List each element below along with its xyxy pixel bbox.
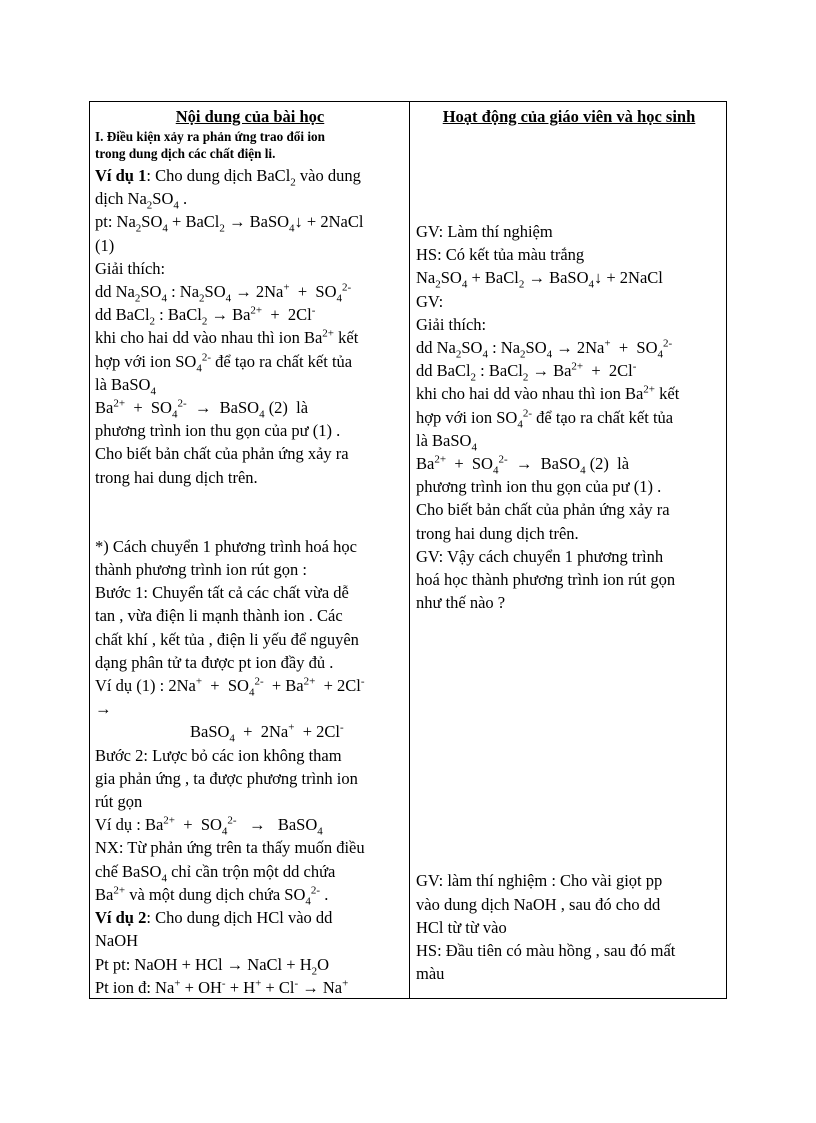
gv-question-3: như thế nào ? (416, 593, 506, 613)
question-right-2: trong hai dung dịch trên. (416, 523, 579, 543)
equation-molecular-right: $Na_2SO_4$ + BaCl$_2$ → BaSO$_4$↓ + 2NaCl (416, 268, 663, 291)
full-ionic-equation: Ví dụ (1) : $2Na^+ + SO_4^{2-} + Ba^{2+} + 2Cl^-$ (95, 675, 365, 699)
method-title-2: thành phương trình ion rút gọn : (95, 560, 307, 580)
right-column-header: Hoạt động của giáo viên và học sinh (442, 107, 696, 126)
full-ionic-products: BaSO$_4$ + 2Na+ + 2Cl- (190, 721, 344, 745)
gv-label: GV: (416, 291, 444, 311)
full-ionic-arrow: → (95, 699, 112, 719)
hs-observation: HS: Có kết tủa màu trắng (416, 245, 585, 265)
explanation-line-3: là BaSO$_4$ (95, 374, 156, 398)
ionic-equation: $Ba^{2+} + SO_4^{2-}$ → BaSO$_4$ (2) là (95, 397, 309, 421)
lesson-table (89, 101, 727, 999)
dissociation-bacl2: dd BaCl$_2$ : BaCl$_2$ → $Ba^{2+} + 2Cl^-$ (95, 304, 316, 328)
explanation-right-2: hợp với ion $SO_4^{2-}$ để tạo ra chất kết tủa (416, 407, 674, 430)
gv-experiment-2-line-3: HCl từ từ vào (416, 917, 507, 937)
net-ionic-example: Ví dụ : $Ba^{2+} + SO_4^{2-}$ → BaSO$_4$ (95, 814, 323, 838)
hs-observation-2-line-2: màu (416, 964, 445, 984)
equation-number: (1) (95, 235, 115, 255)
ionic-equation-desc: phương trình ion thu gọn của pư (1) . (95, 421, 341, 441)
gv-experiment-2-line-2: vào dung dịch NaOH , sau đó cho dd (416, 894, 661, 914)
step-1-line-4: dạng phân tử ta được pt ion đầy đủ . (95, 652, 334, 672)
ionic-equation-desc-right: phương trình ion thu gọn của pư (1) . (416, 477, 662, 497)
explanation-label-right: Giải thích: (416, 314, 487, 334)
example-2-line-2: NaOH (95, 931, 139, 951)
molecular-equation-2: Pt pt: NaOH + HCl → NaCl + $H_2O$ (95, 954, 330, 977)
question-right-1: Cho biết bản chất của phản ứng xảy ra (416, 500, 670, 520)
left-column-header: Nội dung của bài học (175, 107, 325, 126)
question-line-1: Cho biết bản chất của phản ứng xảy ra (95, 444, 349, 464)
remark-line-3: $Ba^{2+}$ và một dung dịch chứa $SO_4^{2-}$ . (95, 884, 329, 908)
remark-line-1: NX: Từ phản ứng trên ta thấy muốn điều (95, 838, 365, 858)
gv-experiment: GV: Làm thí nghiệm (416, 222, 553, 241)
step-2-line-3: rút gọn (95, 792, 143, 812)
hs-observation-2-line-1: HS: Đầu tiên có màu hồng , sau đó mất (416, 941, 676, 961)
question-line-2: trong hai dung dịch trên. (95, 467, 258, 487)
dissociation-na2so4-right: dd $Na_2SO_4$ : $Na_2SO_4 \to 2Na^+ + SO_4^{2-}$ (416, 337, 673, 361)
example-1-line-2: dịch $Na_2SO_4$ . (95, 189, 188, 212)
ionic-equation-right: $Ba^{2+} + SO_4^{2-}$ → BaSO$_4$ (2) là (416, 453, 630, 477)
method-title-1: *) Cách chuyển 1 phương trình hoá học (95, 536, 357, 556)
explanation-right-1: khi cho hai dd vào nhau thì ion $Ba^{2+}$ kết (416, 383, 680, 404)
gv-experiment-2-line-1: GV: làm thí nghiệm : Cho vài giọt pp (416, 871, 663, 891)
step-1-line-1: Bước 1: Chuyển tất cả các chất vừa dễ (95, 583, 349, 603)
example-2-line: Ví dụ 2: Cho dung dịch HCl vào dd (95, 908, 333, 928)
lesson-content-column (90, 102, 410, 998)
remark-line-2: chế BaSO$_4$ chỉ cần trộn một dd chứa (95, 861, 336, 884)
activity-column (410, 102, 726, 998)
dissociation-na2so4: dd $Na_2SO_4$ : $Na_2SO_4 \to 2Na^+ + SO_4^{2-}$ (95, 281, 352, 305)
equation-molecular: pt: $Na_2SO_4$ + BaCl$_2$ → BaSO$_4$↓ + 2NaCl (95, 212, 364, 235)
explanation-right-3: là BaSO$_4$ (416, 430, 477, 454)
step-1-line-3: chất khí , kết tủa , điện li yếu để nguyên (95, 629, 359, 649)
section-title: I. Điều kiện xảy ra phản ứng trao đổi ion trong dung dịch các chất điện li. (95, 129, 325, 161)
gv-question-2: hoá học thành phương trình ion rút gọn (416, 570, 676, 590)
step-2-line-2: gia phản ứng , ta được phương trình ion (95, 768, 358, 788)
step-2-line-1: Bước 2: Lược bỏ các ion không tham (95, 745, 342, 765)
explanation-line-2: hợp với ion $SO_4^{2-}$ để tạo ra chất kết tủa (95, 351, 353, 374)
step-1-line-2: tan , vừa điện li mạnh thành ion . Các (95, 606, 343, 626)
dissociation-bacl2-right: dd BaCl$_2$ : BaCl$_2$ → $Ba^{2+} + 2Cl^-$ (416, 360, 637, 384)
explanation-line-1: khi cho hai dd vào nhau thì ion $Ba^{2+}$ kết (95, 327, 359, 348)
ionic-equation-2: Pt ion đ: Na+ + OH- + H+ + Cl- → Na+ (95, 977, 349, 997)
example-1-line: Ví dụ 1: Cho dung dịch BaCl$_2$ vào dung (95, 166, 361, 189)
gv-question-1: GV: Vậy cách chuyển 1 phương trình (416, 546, 664, 566)
explanation-label: Giải thích: (95, 258, 166, 278)
